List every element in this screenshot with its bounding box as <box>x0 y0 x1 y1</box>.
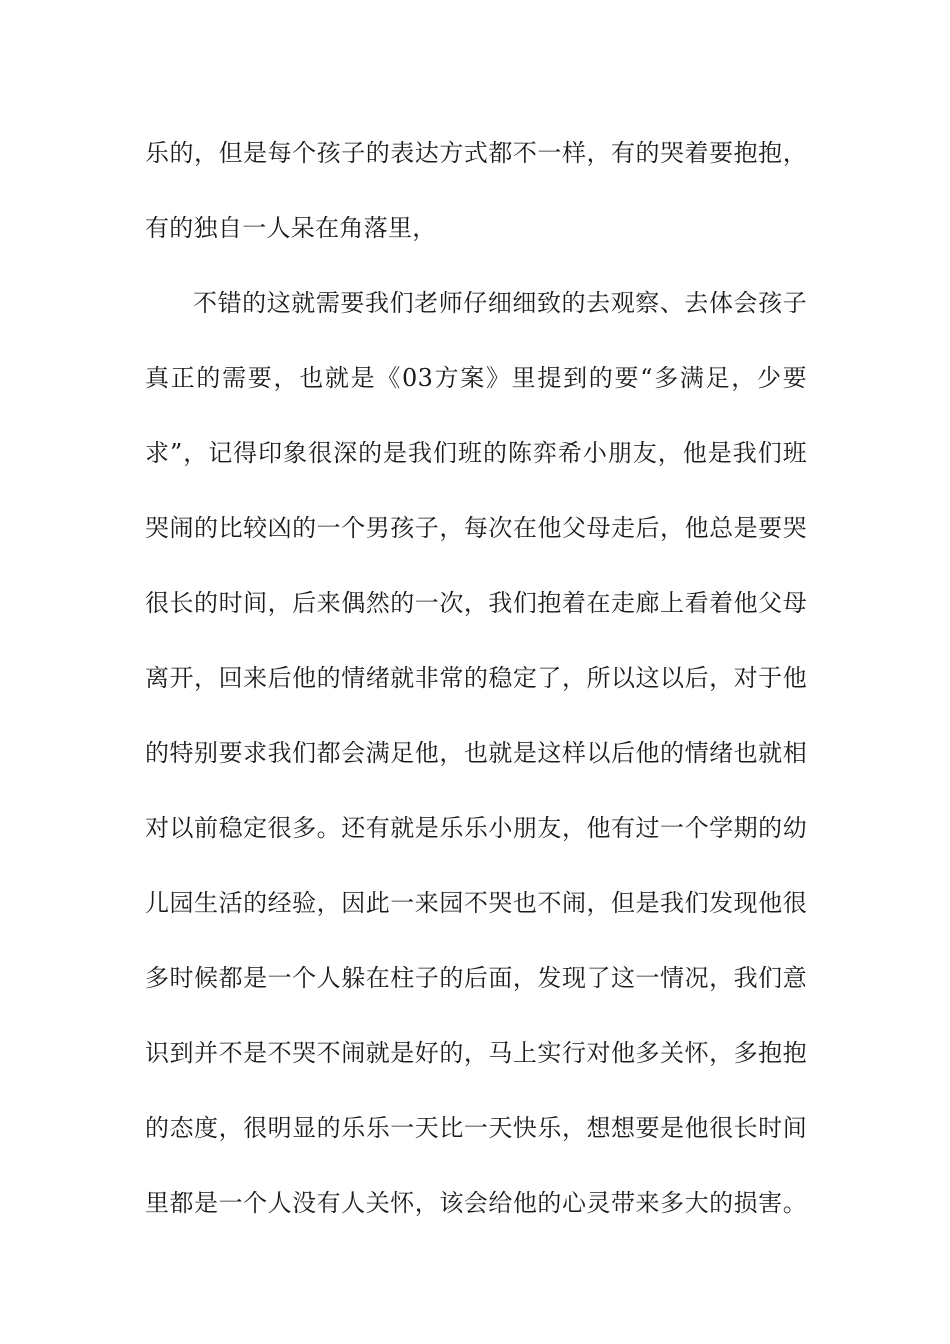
text-line-1: 乐的，但是每个孩子的表达方式都不一样，有的哭着要抱抱， <box>145 139 807 167</box>
text-line-12: 多时候都是一个人躲在柱子的后面，发现了这一情况，我们意 <box>145 964 807 992</box>
text-line-15: 里都是一个人没有人关怀，该会给他的心灵带来多大的损害。 <box>145 1189 807 1217</box>
text-line-3-paragraph-start: 不错的这就需要我们老师仔细细致的去观察、去体会孩子 <box>193 289 807 317</box>
text-line-10: 对以前稳定很多。还有就是乐乐小朋友，他有过一个学期的幼 <box>145 814 807 842</box>
text-line-5: 求”，记得印象很深的是我们班的陈弈希小朋友，他是我们班 <box>145 439 807 467</box>
text-line-6: 哭闹的比较凶的一个男孩子，每次在他父母走后，他总是要哭 <box>145 514 807 542</box>
text-line-9: 的特别要求我们都会满足他，也就是这样以后他的情绪也就相 <box>145 739 807 767</box>
body-text <box>145 130 807 1255</box>
text-line-8: 离开，回来后他的情绪就非常的稳定了，所以这以后，对于他 <box>145 664 807 692</box>
text-line-11: 儿园生活的经验，因此一来园不哭也不闹，但是我们发现他很 <box>145 889 807 917</box>
text-line-13: 识到并不是不哭不闹就是好的，马上实行对他多关怀，多抱抱 <box>145 1039 807 1067</box>
text-line-14: 的态度，很明显的乐乐一天比一天快乐，想想要是他很长时间 <box>145 1114 807 1142</box>
text-line-2: 有的独自一人呆在角落里， <box>145 214 437 242</box>
text-line-7: 很长的时间，后来偶然的一次，我们抱着在走廊上看着他父母 <box>145 589 807 617</box>
text-line-4: 真正的需要，也就是《03方案》里提到的要“多满足，少要 <box>145 364 807 392</box>
